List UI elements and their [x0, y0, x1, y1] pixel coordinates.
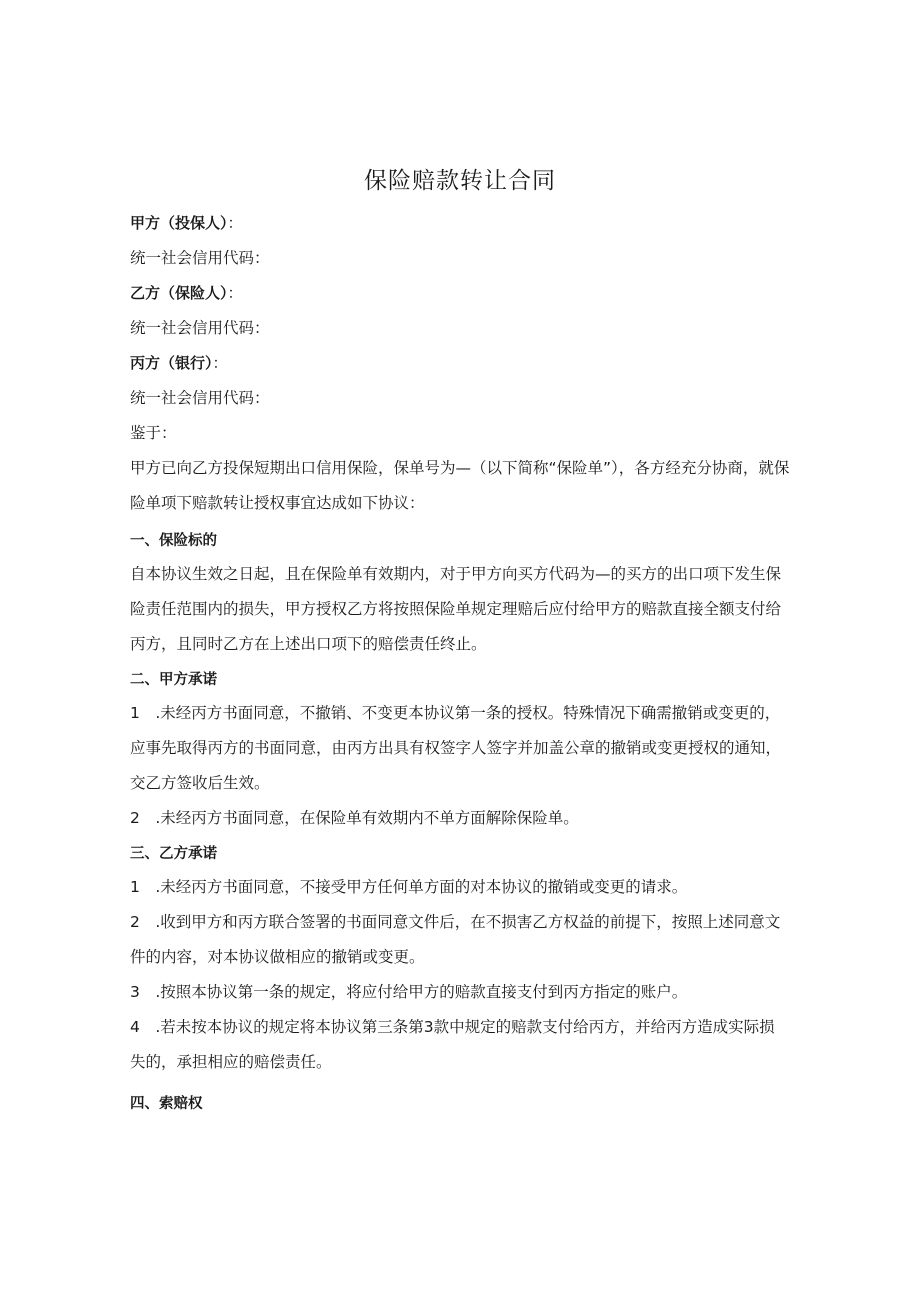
section-4-heading: 四、索赔权 — [130, 1096, 203, 1112]
party-a-colon: ： — [227, 214, 243, 232]
party-a-credit-code: 统一社会信用代码： — [130, 249, 270, 267]
party-c-name: 丙方（银行） — [130, 354, 213, 372]
contract-body — [130, 206, 790, 1120]
section-3-paragraph-1: 1 .未经丙方书面同意，不接受甲方任何单方面的对本协议的撤销或变更的请求。 — [130, 878, 688, 896]
section-1-heading: 一、保险标的 — [130, 533, 217, 549]
section-2-heading: 二、甲方承诺 — [130, 672, 217, 688]
contract-title: 保险赔款转让合同 — [364, 168, 556, 194]
party-b-credit-code: 统一社会信用代码： — [130, 319, 270, 337]
party-b-label — [130, 276, 790, 311]
section-1-paragraph-1: 自本协议生效之日起，且在保险单有效期内，对于甲方向买方代码为—的买方的出口项下发生保险责任范围内的损失，甲方授权乙方将按照保险单规定理赔后应付给甲方的赔款直接全额支付给丙方，且同时乙方在上述出口项下的赔偿责任终止。 — [130, 565, 782, 653]
section-3-heading: 三、乙方承诺 — [130, 846, 217, 862]
party-b-colon: ： — [227, 284, 243, 302]
section-3-paragraph-4: 4 .若未按本协议的规定将本协议第三条第3款中规定的赔款支付给丙方，并给丙方造成实际损失的，承担相应的赔偿责任。 — [130, 1018, 775, 1071]
party-c-label — [130, 346, 790, 381]
section-3-paragraph-3: 3 .按照本协议第一条的规定，将应付给甲方的赔款直接支付到丙方指定的账户。 — [130, 983, 688, 1001]
party-c-colon: ： — [212, 354, 228, 372]
section-2-paragraph-2: 2 .未经丙方书面同意，在保险单有效期内不单方面解除保险单。 — [130, 809, 579, 827]
party-a-label — [130, 206, 790, 241]
whereas-label: 鉴于： — [130, 424, 177, 442]
section-2-paragraph-1: 1 .未经丙方书面同意，不撤销、不变更本协议第一条的授权。特殊情况下确需撤销或变更的，应事先取得丙方的书面同意，由丙方出具有权签字人签字并加盖公章的撤销或变更授权的通知，交乙方签收后生效。 — [130, 704, 782, 792]
party-a-name: 甲方（投保人） — [130, 214, 228, 232]
party-b-name: 乙方（保险人） — [130, 284, 228, 302]
party-c-credit-code: 统一社会信用代码： — [130, 389, 270, 407]
section-3-paragraph-2: 2 .收到甲方和丙方联合签署的书面同意文件后，在不损害乙方权益的前提下，按照上述同意文件的内容，对本协议做相应的撤销或变更。 — [130, 913, 781, 966]
intro-paragraph: 甲方已向乙方投保短期出口信用保险，保单号为—（以下简称“保险单”），各方经充分协商，就保险单项下赔款转让授权事宜达成如下协议： — [130, 459, 790, 512]
